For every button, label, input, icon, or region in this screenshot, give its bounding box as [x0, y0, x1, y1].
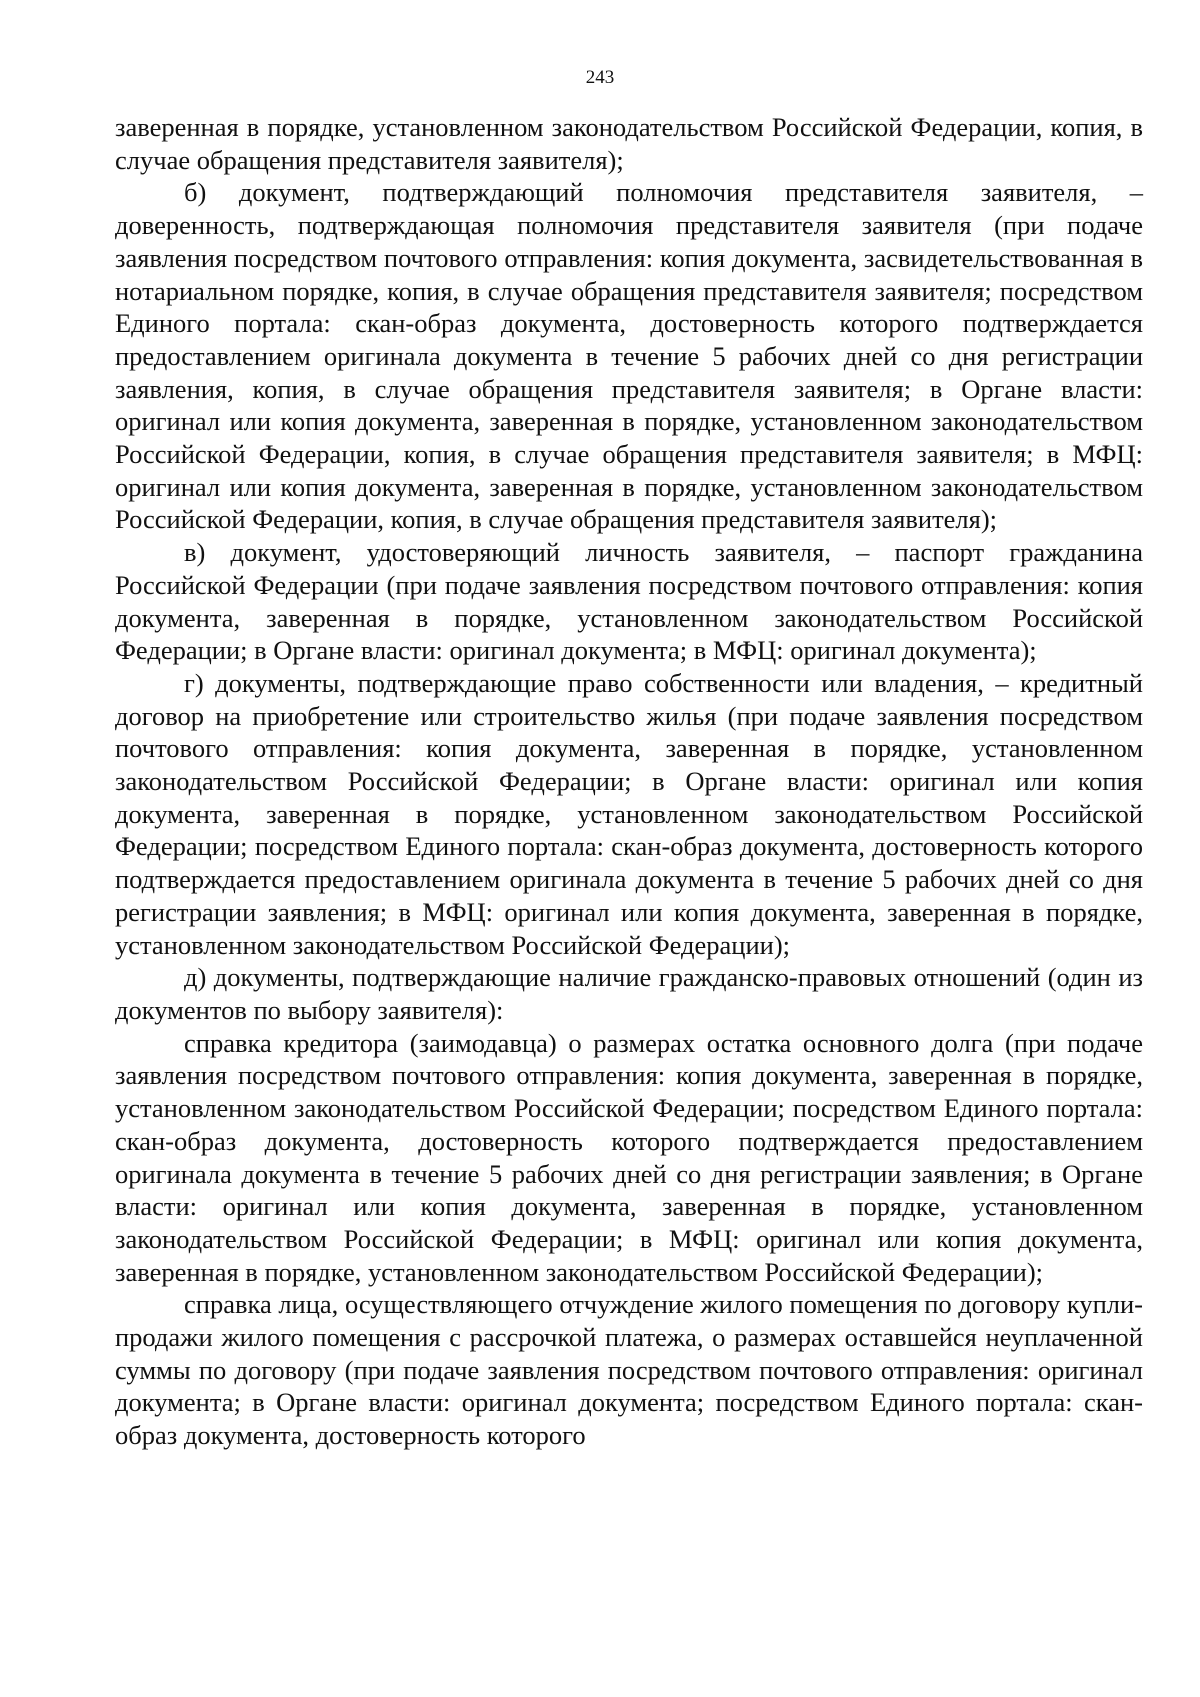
- paragraph-seller-certificate: справка лица, осуществляющего отчуждение жилого помещения по договору купли-продажи жилого помещения с рассрочкой платежа, о размерах оставшейся неуплаченной суммы по договору (при подаче заявления посредством почтового отправления: оригинал документа; в Органе власти: оригинал документа; посредством Единого портала: скан-образ документа, достоверность которого: [115, 1289, 1143, 1451]
- paragraph-item-d: д) документы, подтверждающие наличие гражданско-правовых отношений (один из документов по выбору заявителя):: [115, 962, 1143, 1025]
- paragraph-item-b: б) документ, подтверждающий полномочия представителя заявителя, – доверенность, подтверждающая полномочия представителя заявителя (при подаче заявления посредством почтового отправления: копия документа, засвидетельствованная в нотариальном порядке, копия, в случае обращения представителя заявителя; посредством Единого портала: скан-образ документа, достоверность которого подтверждается предоставлением оригинала документа в течение 5 рабочих дней со дня регистрации заявления, копия, в случае обращения представителя заявителя; в Органе власти: оригинал или копия документа, заверенная в порядке, установленном законодательством Российской Федерации, копия, в случае обращения представителя заявителя; в МФЦ: оригинал или копия документа, заверенная в порядке, установленном законодательством Российской Федерации, копия, в случае обращения представителя заявителя);: [115, 177, 1143, 535]
- paragraph-continuation: заверенная в порядке, установленном законодательством Российской Федерации, копия, в случае обращения представителя заявителя);: [115, 112, 1143, 175]
- document-body: [115, 111, 1143, 1452]
- paragraph-item-v: в) документ, удостоверяющий личность заявителя, – паспорт гражданина Российской Федерации (при подаче заявления посредством почтового отправления: копия документа, заверенная в порядке, установленном законодательством Российской Федерации; в Органе власти: оригинал документа; в МФЦ: оригинал документа);: [115, 537, 1143, 666]
- paragraph-item-g: г) документы, подтверждающие право собственности или владения, – кредитный договор на приобретение или строительство жилья (при подаче заявления посредством почтового отправления: копия документа, заверенная в порядке, установленном законодательством Российской Федерации; в Органе власти: оригинал или копия документа, заверенная в порядке, установленном законодательством Российской Федерации; посредством Единого портала: скан-образ документа, достоверность которого подтверждается предоставлением оригинала документа в течение 5 рабочих дней со дня регистрации заявления; в МФЦ: оригинал или копия документа, заверенная в порядке, установленном законодательством Российской Федерации);: [115, 667, 1143, 960]
- page-number: 243: [585, 67, 615, 88]
- paragraph-creditor-certificate: справка кредитора (заимодавца) о размерах остатка основного долга (при подаче заявления посредством почтового отправления: копия документа, заверенная в порядке, установленном законодательством Российской Федерации; посредством Единого портала: скан-образ документа, достоверность которого подтверждается предоставлением оригинала документа в течение 5 рабочих дней со дня регистрации заявления; в Органе власти: оригинал или копия документа, заверенная в порядке, установленном законодательством Российской Федерации; в МФЦ: оригинал или копия документа, заверенная в порядке, установленном законодательством Российской Федерации);: [115, 1027, 1143, 1287]
